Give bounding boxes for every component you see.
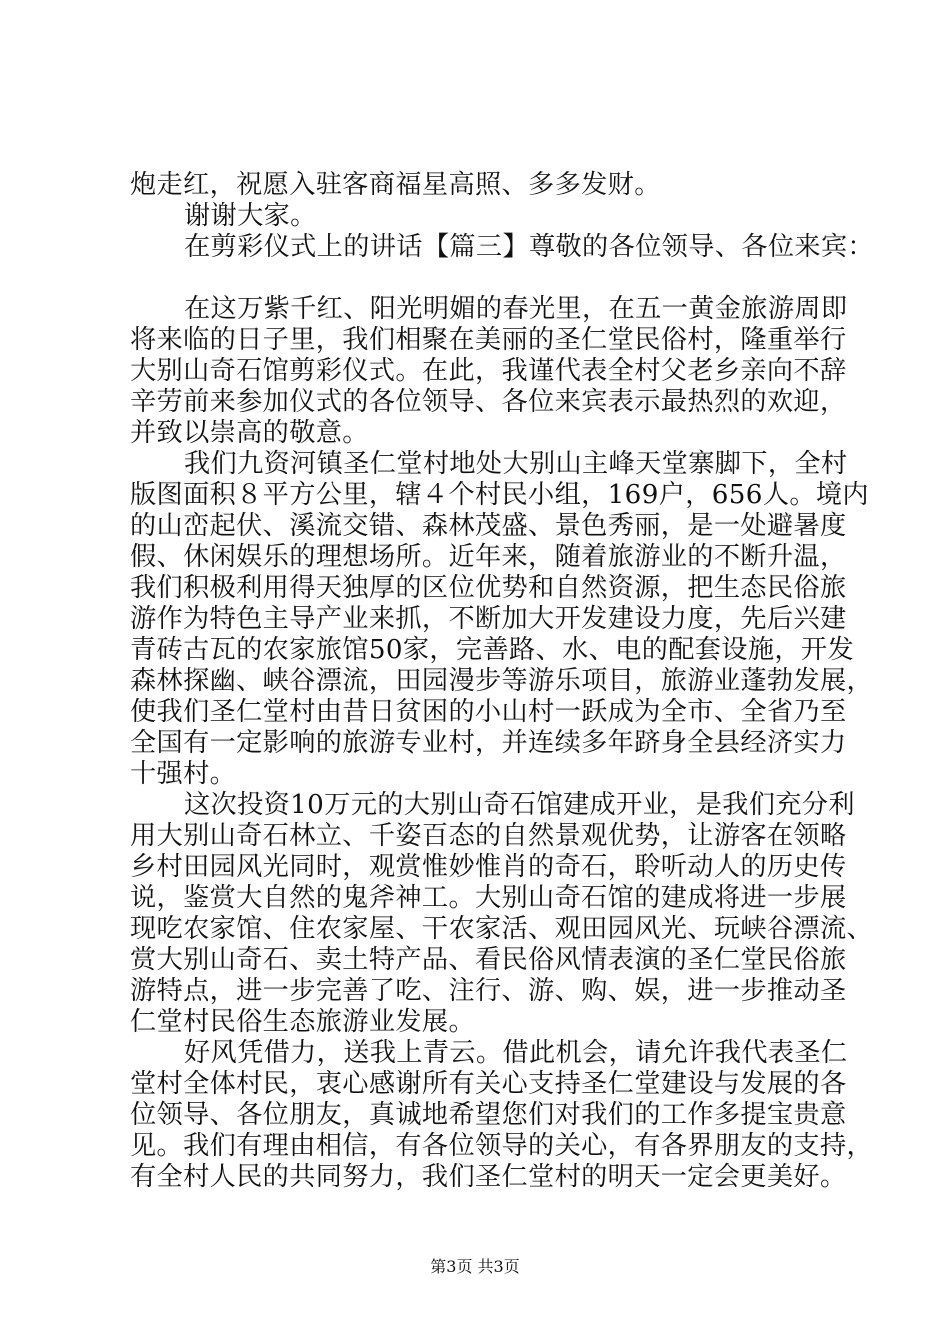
blank-line bbox=[130, 263, 830, 294]
text-line: 在这万紫千红、阳光明媚的春光里，在五一黄金旅游周即 bbox=[184, 294, 848, 324]
text-line: 炮走红，祝愿入驻客商福星高照、多多发财。 bbox=[130, 170, 661, 200]
text-line: 现吃农家馆、住农家屋、干农家活、观田园风光、玩峡谷漂流、 bbox=[130, 914, 874, 944]
text-line: 赏大别山奇石、卖土特产品、看民俗风情表演的圣仁堂民俗旅 bbox=[130, 945, 847, 975]
text-line: 并致以崇高的敬意。 bbox=[130, 418, 369, 448]
text-line: 谢谢大家。 bbox=[184, 201, 317, 231]
section-heading: 在剪彩仪式上的讲话【篇三】尊敬的各位领导、各位来宾： bbox=[184, 232, 874, 262]
text-line: 大别山奇石馆剪彩仪式。在此，我谨代表全村父老乡亲向不辞 bbox=[130, 356, 847, 386]
document-body bbox=[130, 170, 874, 1193]
text-line: 将来临的日子里，我们相聚在美丽的圣仁堂民俗村，隆重举行 bbox=[130, 325, 847, 355]
text-line: 说，鉴赏大自然的鬼斧神工。大别山奇石馆的建成将进一步展 bbox=[130, 883, 847, 913]
text-line: 有全村人民的共同努力，我们圣仁堂村的明天一定会更美好。 bbox=[130, 1162, 847, 1192]
text-line: 我们九资河镇圣仁堂村地处大别山主峰天堂寨脚下，全村 bbox=[184, 449, 848, 479]
text-line: 游特点，进一步完善了吃、注行、游、购、娱，进一步推动圣 bbox=[130, 976, 847, 1006]
text-line: 位领导、各位朋友，真诚地希望您们对我们的工作多提宝贵意 bbox=[130, 1100, 847, 1130]
text-line: 的山峦起伏、溪流交错、森林茂盛、景色秀丽，是一处避暑度 bbox=[130, 511, 847, 541]
text-line: 见。我们有理由相信，有各位领导的关心，有各界朋友的支持， bbox=[130, 1131, 874, 1161]
text-line: 堂村全体村民，衷心感谢所有关心支持圣仁堂建设与发展的各 bbox=[130, 1069, 847, 1099]
text-line: 青砖古瓦的农家旅馆50家，完善路、水、电的配套设施，开发 bbox=[130, 635, 854, 665]
text-line: 森林探幽、峡谷漂流，田园漫步等游乐项目，旅游业蓬勃发展， bbox=[130, 666, 874, 696]
text-line: 版图面积８平方公里，辖４个村民小组，169户，656人。境内 bbox=[130, 480, 869, 510]
text-line: 仁堂村民俗生态旅游业发展。 bbox=[130, 1007, 475, 1037]
text-line: 这次投资10万元的大别山奇石馆建成开业，是我们充分利 bbox=[184, 790, 855, 820]
text-line: 好风凭借力，送我上青云。借此机会，请允许我代表圣仁 bbox=[184, 1038, 848, 1068]
text-line: 使我们圣仁堂村由昔日贫困的小山村一跃成为全市、全省乃至 bbox=[130, 697, 847, 727]
text-line: 用大别山奇石林立、千姿百态的自然景观优势，让游客在领略 bbox=[130, 821, 847, 851]
page-footer bbox=[0, 1257, 950, 1277]
page-number-label: 第3页 共3页 bbox=[430, 1257, 520, 1276]
text-line: 全国有一定影响的旅游专业村，并连续多年跻身全县经济实力 bbox=[130, 728, 847, 758]
text-line: 乡村田园风光同时，观赏惟妙惟肖的奇石，聆听动人的历史传 bbox=[130, 852, 847, 882]
text-line: 游作为特色主导产业来抓，不断加大开发建设力度，先后兴建 bbox=[130, 604, 847, 634]
text-line: 辛劳前来参加仪式的各位领导、各位来宾表示最热烈的欢迎， bbox=[130, 387, 847, 417]
text-line: 十强村。 bbox=[130, 759, 237, 789]
text-line: 假、休闲娱乐的理想场所。近年来，随着旅游业的不断升温， bbox=[130, 542, 847, 572]
text-line: 我们积极利用得天独厚的区位优势和自然资源，把生态民俗旅 bbox=[130, 573, 847, 603]
